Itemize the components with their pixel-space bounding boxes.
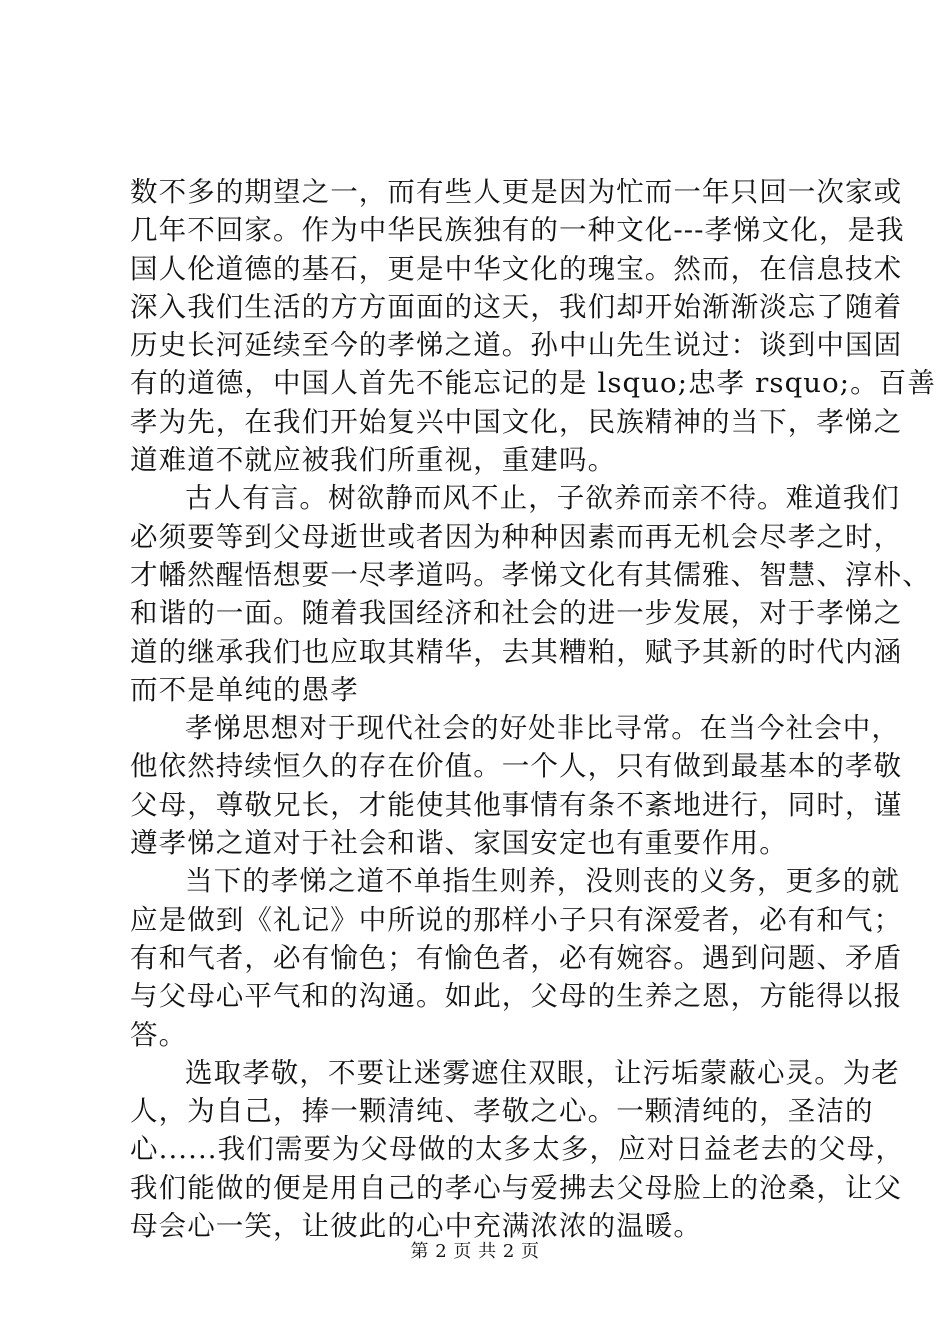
text-line: 古人有言。树欲静而风不止，子欲养而亲不待。难道我们: [185, 482, 900, 515]
text-line: 和谐的一面。随着我国经济和社会的进一步发展，对于孝悌之: [130, 597, 903, 630]
text-line: 应是做到《礼记》中所说的那样小子只有深爱者，必有和气；: [130, 903, 903, 936]
text-line: 数不多的期望之一，而有些人更是因为忙而一年只回一次家或: [130, 176, 903, 208]
text-line: 历史长河延续至今的孝悌之道。孙中山先生说过：谈到中国固: [130, 329, 903, 362]
text-line: 我们能做的便是用自己的孝心与爱拂去父母脸上的沧桑，让父: [130, 1171, 903, 1204]
text-line: 孝为先，在我们开始复兴中国文化，民族精神的当下，孝悌之: [130, 405, 903, 438]
text-line: 人，为自己，捧一颗清纯、孝敬之心。一颗清纯的，圣洁的: [130, 1095, 874, 1128]
text-line: 有的道德，中国人首先不能忘记的是 lsquo;忠孝 rsquo;。百善: [130, 367, 936, 400]
text-line: 深入我们生活的方方面面的这天，我们却开始渐渐淡忘了随着: [130, 290, 903, 323]
text-line: 与父母心平气和的沟通。如此，父母的生养之恩，方能得以报: [130, 980, 903, 1013]
page-footer: 第 2 页 共 2 页: [410, 1241, 540, 1262]
text-line: 国人伦道德的基石，更是中华文化的瑰宝。然而，在信息技术: [130, 252, 903, 285]
text-line: 才幡然醒悟想要一尽孝道吗。孝悌文化有其儒雅、智慧、淳朴、: [130, 558, 931, 591]
text-line: 道难道不就应被我们所重视，重建吗。: [130, 444, 617, 477]
text-line: 答。: [130, 1018, 188, 1051]
text-line: 遵孝悌之道对于社会和谐、家国安定也有重要作用。: [130, 827, 788, 860]
text-line: 道的继承我们也应取其精华，去其糟粕，赋予其新的时代内涵: [130, 635, 903, 668]
text-line: 心......我们需要为父母做的太多太多，应对日益老去的父母，: [130, 1133, 905, 1166]
text-line: 而不是单纯的愚孝: [130, 673, 359, 706]
text-line: 当下的孝悌之道不单指生则养，没则丧的义务，更多的就: [185, 865, 900, 898]
text-line: 有和气者，必有愉色；有愉色者，必有婉容。遇到问题、矛盾: [130, 941, 903, 974]
body-text: [130, 173, 936, 1245]
text-line: 孝悌思想对于现代社会的好处非比寻常。在当今社会中，: [185, 712, 900, 745]
text-line: 母会心一笑，让彼此的心中充满浓浓的温暖。: [130, 1210, 702, 1243]
text-line: 必须要等到父母逝世或者因为种种因素而再无机会尽孝之时，: [130, 520, 903, 553]
text-line: 父母，尊敬兄长，才能使其他事情有条不紊地进行，同时，谨: [130, 788, 903, 821]
text-line: 选取孝敬，不要让迷雾遮住双眼，让污垢蒙蔽心灵。为老: [185, 1056, 900, 1089]
text-line: 几年不回家。作为中华民族独有的一种文化---孝悌文化，是我: [130, 214, 905, 247]
text-line: 他依然持续恒久的存在价值。一个人，只有做到最基本的孝敬: [130, 750, 903, 783]
